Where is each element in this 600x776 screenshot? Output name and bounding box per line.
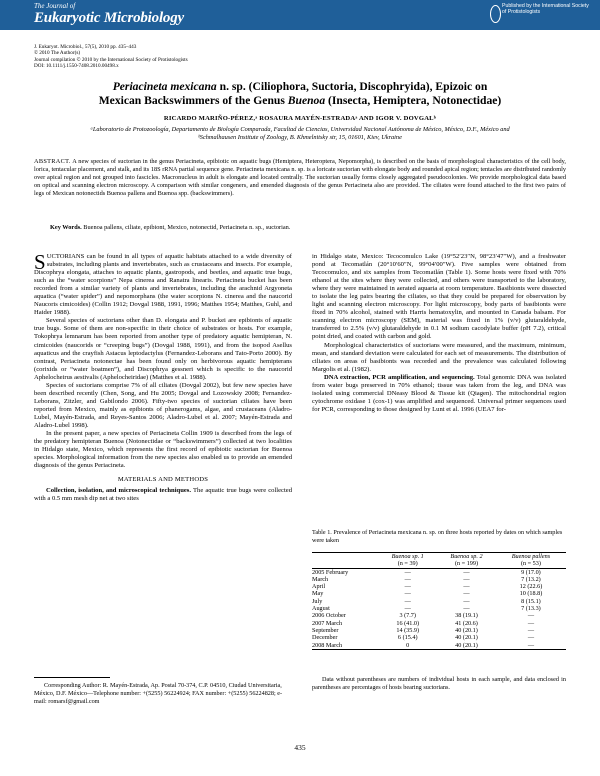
table-row-label: 2007 March bbox=[312, 619, 343, 627]
meta-line: J. Eukaryot. Microbiol., 57(5), 2010 pp. 435–443 bbox=[34, 44, 137, 50]
table-caption: Table 1. Prevalence of Periacineta mexicana n. sp. on three hosts reported by dates on which samples were taken bbox=[312, 529, 563, 544]
abstract-label: ABSTRACT. bbox=[34, 158, 71, 165]
title-part: n. sp. (Ciliophora, Suctoria, Discophryida), Epizoic on bbox=[216, 80, 488, 93]
table-row-label: September bbox=[312, 626, 339, 634]
table-row-label: May bbox=[312, 590, 324, 598]
table-cell: — bbox=[527, 626, 535, 634]
table-cell: 40 (20.1) bbox=[437, 642, 496, 650]
table-row-label: July bbox=[312, 597, 323, 605]
affiliations bbox=[40, 126, 560, 142]
paragraph: Several species of suctorians other than D. elongata and P. buckei are epibionts of aquatic true bugs. Some of them are non-specific in their choice of substrates or hosts. For example, Tokophrya lemnarum has been reported from another type of predatory aquatic hemipteran, N. cimicoides (naucorids or “creeping bugs”) (Dovgal 1988, 1991), and from the isopod Asellus aquaticus and the crayfish Astacus leptodactylus (Fernandez-Leborans and Tato-Porto 2000). By contrast, Periacineta notonectae has been found only on herbivorous aquatic hemipterans (corixids or “water boatmen”), and Discophrya gessneri which is specific to the naucorid Aphelocheirus aestivalis (Aphelocheiridae) (Matthes et al. 1988). bbox=[34, 317, 292, 381]
table-cell: — bbox=[463, 568, 470, 576]
table-subheader: (n = 53) bbox=[496, 560, 566, 568]
table-header-text: Buenoa sp. 1 bbox=[391, 553, 424, 560]
table-body bbox=[312, 568, 566, 649]
table-cell: 7 (13.2) bbox=[521, 575, 541, 583]
table-cell: 6 (15.4) bbox=[397, 634, 418, 642]
right-column bbox=[312, 253, 566, 414]
table-row-label: March bbox=[312, 575, 329, 583]
paragraph: Morphological characteristics of suctorians were measured, and the maximum, minimum, mean, and standard deviation were calculated for each set of measurements. The distribution of ciliates on areas of basibionts was recorded and the prevalence was calculated following Margolis et al. (1982). bbox=[312, 341, 566, 373]
affiliation-a: ᵃLaboratorio de Protozoología, Departamento de Biología Comparada, Facultad de Ciencias, Universidad Nacional Autónoma de México, México, D.F., México and bbox=[90, 126, 510, 133]
keywords-text: Buenoa pallens, ciliate, epibiont, Mexico, notonectid, Periacineta n. sp., suctorian. bbox=[81, 224, 291, 231]
title-part: (Insecta, Hemiptera, Notonectidae) bbox=[325, 94, 502, 107]
table-cell: — bbox=[527, 634, 535, 642]
society-seal-icon bbox=[490, 5, 501, 23]
table-header bbox=[437, 553, 496, 561]
paragraph bbox=[34, 487, 292, 503]
table-header-text: Buenoa pallens bbox=[511, 553, 551, 560]
footnote bbox=[34, 682, 292, 705]
table-row bbox=[312, 568, 566, 576]
left-column bbox=[34, 250, 293, 503]
journal-name: Eukaryotic Microbiology bbox=[34, 10, 184, 26]
table-cell: 40 (20.1) bbox=[455, 634, 478, 642]
table-subheader: (n = 199) bbox=[437, 560, 496, 568]
footnote-rule bbox=[34, 677, 110, 678]
table-cell: 9 (17.0) bbox=[521, 568, 541, 576]
table-cell: 40 (20.1) bbox=[455, 626, 478, 634]
section-heading: MATERIALS AND METHODS bbox=[117, 476, 209, 484]
table-cell: 16 (41.0) bbox=[396, 619, 420, 627]
table-cell: 8 (15.1) bbox=[521, 597, 541, 605]
drop-cap: S bbox=[34, 250, 46, 274]
paragraph: in Hidalgo state, Mexico: Tecocomulco Lake (19°52′23″N, 98°23′47″W), and a freshwater pond at Tecomatlán (20°10′60″N, 99°04′00″W). Five samples were obtained from Tecocomulco, and six samples from Tecomatlán (Table 1). Some hosts were fixed with 70% ethanol at the sites where they were collected, and others were transported to the laboratory, where they were maintained in aerated aquaria at room temperature. Basibionts were dissected to isolate the leg pairs bearing the ciliates, so that they could be prepared for observation by light and scanning electron microscopy. For light microscopy, body parts of basibionts were fixed in 70% alcohol, stained with Harris hematoxylin, and mounted in Canada balsam. For scanning electron microscopy (SEM), material was fixed in 1% (v/v) glutaraldehyde, transferred to 2.5% (v/v) glutaraldehyde in 0.1 M sodium cacodylate buffer (pH 7.2), critical point dried, and coated with carbon and gold. bbox=[312, 253, 566, 341]
meta-line: © 2010 The Author(s) bbox=[34, 50, 81, 57]
table-row-label: August bbox=[312, 605, 330, 613]
table-subheader: (n = 39) bbox=[378, 560, 437, 568]
journal-header-bar bbox=[0, 0, 600, 30]
table-cell: — bbox=[404, 605, 411, 613]
table-cell: 3 (7.7) bbox=[399, 612, 416, 620]
run-in-heading: DNA extraction, PCR amplification, and sequencing. bbox=[324, 373, 475, 381]
table-cell: — bbox=[404, 583, 411, 591]
table-row bbox=[312, 590, 566, 597]
run-in-heading: Collection, isolation, and microscopical techniques. bbox=[46, 487, 192, 495]
table-cell: 14 (35.9) bbox=[396, 626, 420, 634]
table-cell: 10 (18.8) bbox=[519, 590, 543, 598]
table-cell: — bbox=[404, 575, 411, 583]
paragraph: Species of suctorians comprise 7% of all ciliates (Dovgal 2002), but few new species have been described recently (Chen, Song, and Hu 2005; Dovgal and Lozowskiy 2008; Fernandez-Leborans, Zitzler, and Gabilondo 2006). Fifty-two species of suctorian ciliates have been reported from Mexico, mainly as epibionts of phanerogams, algae, and crustaceans (Aladro-Lubel, Mayén-Estrada, and Reyes-Santos 2006; Aladro-Lubel et al. 2007; Mayén-Estrada and Aladro-Lubel 1998). bbox=[34, 381, 292, 429]
table-cell: — bbox=[404, 590, 411, 598]
table-row bbox=[312, 583, 566, 590]
table-cell: 38 (19.1) bbox=[455, 612, 478, 620]
table-cell: — bbox=[527, 619, 535, 627]
article-title bbox=[40, 80, 560, 108]
table-cell: — bbox=[527, 612, 535, 620]
table-note-text: Data without parentheses are numbers of individual hosts in each sample, and data enclosed in parentheses are percentages of hosts bearing suctorians. bbox=[312, 676, 566, 691]
table-row bbox=[312, 605, 566, 612]
table-cell: — bbox=[404, 597, 411, 605]
table-cell: — bbox=[463, 605, 470, 613]
authors: RICARDO MARIÑO-PÉREZ,ᵃ ROSAURA MAYÉN-ESTRADAᵃ AND IGOR V. DOVGALᵇ bbox=[163, 115, 437, 122]
table-header bbox=[496, 553, 566, 561]
citation-meta bbox=[34, 44, 188, 69]
page-number: 435 bbox=[294, 743, 306, 752]
table-row-label: April bbox=[312, 583, 326, 591]
meta-line: Journal compilation © 2010 by the International Society of Protistologists bbox=[34, 56, 188, 63]
table-note bbox=[312, 676, 566, 692]
prevalence-table bbox=[312, 552, 566, 650]
table-cell: — bbox=[496, 642, 566, 650]
table-cell: — bbox=[463, 583, 470, 591]
table-row bbox=[312, 620, 566, 627]
table-row-label: 2006 October bbox=[312, 612, 346, 620]
abstract bbox=[34, 158, 566, 198]
table-cell: 0 bbox=[378, 642, 437, 650]
table-header bbox=[378, 553, 437, 561]
affiliation-b: ᵇSchmalhausen Institute of Zoology, B. Khmelnitsky str, 15, 01601, Kiev, Ukraine bbox=[198, 134, 402, 141]
paragraph bbox=[34, 250, 292, 317]
keywords-label: Key Words. bbox=[50, 224, 82, 231]
table-row-label: 2005 February bbox=[312, 568, 349, 576]
table-cell: 41 (20.6) bbox=[455, 619, 478, 627]
table-cell: — bbox=[463, 590, 470, 598]
title-part: Mexican Backswimmers of the Genus bbox=[98, 94, 288, 107]
meta-line: DOI: 10.1111/j.1550-7408.2010.00498.x bbox=[34, 62, 119, 69]
table-cell: — bbox=[463, 597, 470, 605]
paragraph-text: The aquatic true bugs were collected with a 0.5 mm mesh dip net at two sites bbox=[34, 487, 293, 503]
paragraph-text: Total genomic DNA was isolated from water bugs preserved in 70% ethanol; tissue was taken from the leg, and DNA was isolated using commercial DNeasy Blood & Tissue kit (Qiagen). The mitochondrial region cytochrome oxidase 1 (cox-1) was amplified and sequenced. Universal primer sequences used for PCR, corresponding to those designed by Lunt et al. 1996 (UEA7 for- bbox=[312, 373, 567, 413]
paragraph bbox=[312, 374, 566, 414]
table-row bbox=[312, 627, 566, 634]
keywords bbox=[50, 224, 560, 232]
table-header-text: Buenoa sp. 2 bbox=[450, 553, 483, 560]
table-cell: 7 (13.3) bbox=[521, 605, 541, 613]
table-row-label: 2008 March bbox=[312, 642, 378, 650]
footnote-text: Corresponding Author: R. Mayén-Estrada, Ap. Postal 70-374, C.P. 04510, Ciudad Universitaria, México, D.F. México—Telephone number: +(5255) 56224924; FAX number: +(5255) 56224828; e-mail: romarsf@gmail.com bbox=[34, 682, 283, 705]
table-row bbox=[312, 598, 566, 605]
abstract-text: A new species of suctorian in the genus Periacineta, epibiotic on aquatic bugs (Hemiptera, Heteroptera, Nepomorpha), is described on the basis of morphological characteristics of the cell body, lorica, tentacular placement, and stalk, and its 18S rRNA partial sequence gene. Periacineta mexicana n. sp. is a loricate suctorian with elongate body and rounded apical region; tentacles are distributed randomly over apical region and not grouped into fascicles. Macronucleus in adult is elongate and located centrally. The suctorian usually forms closely aggregated pseudocolonies. We provide morphological data based on optical and scanning electron microscopy. A comparison with similar congeners, and emended diagnosis of the genus Periacineta also are provided. The ciliates were found attached to the first two pairs of legs of Mexican notonectids Buenoa pallens and Buenoa spp. (backswimmers). bbox=[34, 158, 566, 197]
table-row bbox=[312, 642, 566, 650]
table-header bbox=[312, 553, 378, 561]
paragraph: In the present paper, a new species of Periacineta Collin 1909 is described from the legs of the predatory hemipteran Buenoa (Notonectidae or “backswimmers”) collected at two localities in Hidalgo state, Mexico, which represents the first record of epibiotic suctorian for Buenoa species. Morphological information from the new species also enabled us to provide an emended diagnosis of the genus Periacineta. bbox=[34, 430, 292, 470]
publisher-note: Published by the International Society of Protistologists bbox=[502, 3, 589, 15]
table-cell: — bbox=[463, 575, 470, 583]
table-row-label: December bbox=[312, 634, 338, 642]
table-row bbox=[312, 634, 566, 641]
title-genus: Buenoa bbox=[287, 94, 326, 107]
table-cell: — bbox=[404, 568, 411, 576]
table-subheader bbox=[312, 560, 378, 568]
journal-prefix: The Journal of bbox=[34, 2, 76, 10]
table-cell: 12 (22.6) bbox=[519, 583, 543, 591]
table-row bbox=[312, 612, 566, 619]
title-genus: Periacineta mexicana bbox=[112, 80, 217, 93]
paragraph-text: UCTORIANS can be found in all types of aquatic habitats attached to a wide diversity of substrates, including plants and invertebrates, such as crustaceans and insects. For example, Discophrya elongata, attaches to aquatic plants, gastropods, and beetles, and aquatic true bugs, such as the “water scorpions” Nepa cinerea and Ranatra linearis. Periacineta buckei has been recorded from a similar variety of plants and invertebrates, including the arachnid Argyoneta aquatica (“water spider”) and nepomorphans (the water scorpions N. cinerea and the naucorid Naucoris cimicoides) (Collin 1912; Dovgal 1988, 1991, 1996; Matthes 1954; Matthes, Guhl, and Haider 1988). bbox=[34, 253, 292, 317]
table-row bbox=[312, 576, 566, 583]
